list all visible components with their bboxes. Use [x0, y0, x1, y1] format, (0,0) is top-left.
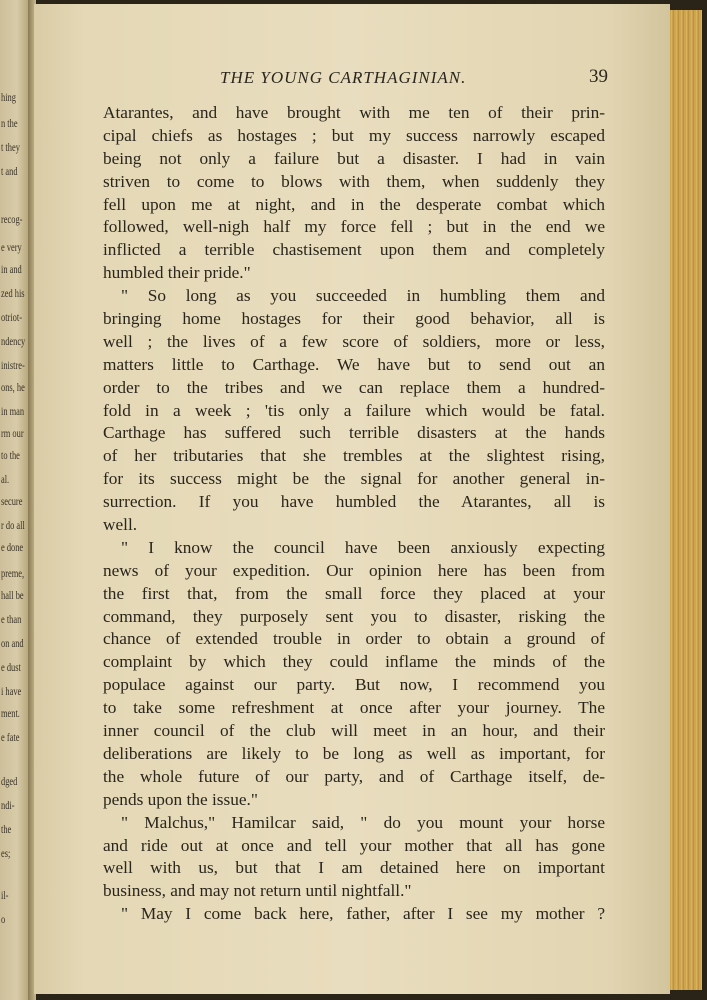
- page-block-edge: [670, 10, 702, 990]
- facing-page-fragment: al.: [1, 472, 10, 486]
- text-line: business, and may not return until nightfall.": [103, 881, 412, 901]
- text-line: " So long as you succeeded in humbling them and: [121, 286, 605, 306]
- facing-page-fragment: t and: [1, 164, 18, 178]
- page-header: [100, 64, 608, 90]
- facing-page-fragment: dged: [1, 774, 18, 788]
- text-line: striven to come to blows with them, when suddenly they: [103, 171, 605, 191]
- facing-page-fragment: recog-: [1, 212, 23, 226]
- page-number: 39: [589, 66, 608, 87]
- facing-page-edge: [0, 0, 28, 1000]
- text-line: inflicted a terrible chastisement upon them and completely: [103, 240, 605, 260]
- text-line: " May I come back here, father, after I see my mother ?: [121, 904, 605, 924]
- facing-page-fragment: in man: [1, 404, 25, 418]
- facing-page-fragment: e fate: [1, 730, 20, 744]
- text-line: " I know the council have been anxiously expecting: [121, 537, 605, 557]
- facing-page-fragment: ons, he: [1, 380, 25, 394]
- text-line: fell upon me at night, and in the desperate combat which: [103, 194, 605, 214]
- facing-page-fragment: hing: [1, 90, 16, 104]
- text-line: command, they purposely sent you to disaster, risking the: [103, 606, 605, 626]
- text-line: and ride out at once and tell your mother that all has gone: [103, 835, 605, 855]
- facing-page-fragment: in and: [1, 262, 22, 276]
- text-line: of her tributaries that she trembles at the slightest rising,: [103, 446, 605, 466]
- text-line: well.: [103, 515, 138, 535]
- text-line: complaint by which they could inflame the minds of the: [103, 652, 605, 672]
- facing-page-fragment: the: [1, 822, 12, 836]
- facing-page-fragment: e than: [1, 612, 22, 626]
- text-line: surrection. If you have humbled the Atarantes, all is: [103, 492, 605, 512]
- text-line: " Malchus," Hamilcar said, " do you mount your horse: [121, 812, 605, 832]
- facing-page-fragment: inistre-: [1, 358, 25, 372]
- facing-page-fragment: ndi-: [1, 798, 15, 812]
- facing-page-fragment: e very: [1, 240, 22, 254]
- facing-page-fragment: ndency: [1, 334, 26, 348]
- facing-page-fragment: otriot-: [1, 310, 22, 324]
- text-line: the first that, from the small force they placed at your: [103, 583, 605, 603]
- text-line: cipal chiefs as hostages ; but my success narrowly escaped: [103, 125, 605, 145]
- facing-page-fragment: n the: [1, 116, 18, 130]
- text-line: humbled their pride.": [103, 263, 251, 283]
- text-line: bringing home hostages for their good behavior, all is: [103, 309, 605, 329]
- facing-page-fragment: on and: [1, 636, 24, 650]
- text-line: matters little to Carthage. We have but to send out an: [103, 354, 605, 374]
- text-line: fold in a week ; 'tis only a failure which would be fatal.: [103, 400, 605, 420]
- text-line: news of your expedition. Our opinion here has been from: [103, 560, 605, 580]
- facing-page-fragment: e done: [1, 540, 24, 554]
- text-line: chance of extended trouble in order to obtain a ground of: [103, 629, 605, 649]
- text-line: the whole future of our party, and of Carthage itself, de-: [103, 766, 605, 786]
- facing-page-fragment: t they: [1, 140, 20, 154]
- facing-page-fragment: i have: [1, 684, 22, 698]
- running-title: THE YOUNG CARTHAGINIAN.: [220, 68, 467, 87]
- facing-page-fragment: zed his: [1, 286, 25, 300]
- facing-page-fragment: o: [1, 912, 6, 926]
- facing-page-fragment: preme,: [1, 566, 25, 580]
- text-line: followed, well-nigh half my force fell ; but in the end we: [103, 217, 605, 237]
- facing-page-fragment: secure: [1, 494, 23, 508]
- text-line: to take some refreshment at once after your journey. The: [103, 698, 605, 718]
- text-line: being not only a failure but a disaster. I had in vain: [103, 148, 605, 168]
- text-line: order to the tribes and we can replace them a hundred-: [103, 377, 605, 397]
- text-line: Carthage has suffered such terrible disasters at the hands: [103, 423, 605, 443]
- facing-page-fragment: hall be: [1, 588, 24, 602]
- facing-page-fragment: il-: [1, 888, 9, 902]
- facing-page-fragment: es;: [1, 846, 11, 860]
- text-line: populace against our party. But now, I recommend you: [103, 675, 605, 695]
- text-line: Atarantes, and have brought with me ten of their prin-: [103, 103, 605, 122]
- text-line: well with us, but that I am detained here on important: [103, 858, 605, 878]
- facing-page-fragment: e dust: [1, 660, 21, 674]
- text-line: well ; the lives of a few score of soldiers, more or less,: [103, 331, 605, 351]
- text-line: pends upon the issue.": [103, 789, 258, 809]
- text-line: deliberations are likely to be long as well as important, for: [103, 743, 605, 763]
- facing-page-fragment: r do all: [1, 518, 25, 532]
- facing-page-fragment: rm our: [1, 426, 24, 440]
- text-line: inner council of the club will meet in an hour, and their: [103, 721, 605, 741]
- facing-page-fragment: ment.: [1, 706, 20, 720]
- facing-page-fragment: to the: [1, 448, 20, 462]
- body-text: [103, 102, 605, 926]
- text-line: for its success might be the signal for another general in-: [103, 469, 605, 489]
